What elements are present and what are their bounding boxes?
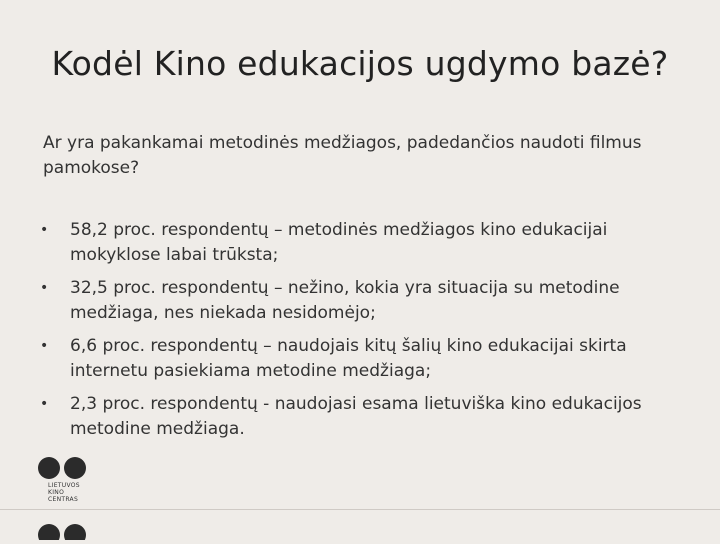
bullet-text: 6,6 proc. respondentų – naudojais kitų šalių kino edukacijai skirta internetu pasiekiama metodine medžiaga; <box>70 336 627 381</box>
logo-text <box>48 482 80 503</box>
bullet-item <box>40 276 680 326</box>
bullet-text: 58,2 proc. respondentų – metodinės medžiagos kino edukacijai mokyklose labai trūksta; <box>70 220 608 265</box>
logo-line: LIETUVOS <box>48 482 80 489</box>
bullet-item <box>40 334 680 384</box>
bullet-list <box>40 218 680 450</box>
bullet-text: 2,3 proc. respondentų - naudojasi esama lietuviška kino edukacijos metodine medžiaga. <box>70 394 642 439</box>
slide-title: Kodėl Kino edukacijos ugdymo bazė? <box>51 44 669 83</box>
logo-line: KINO <box>48 489 65 496</box>
bullet-text: 32,5 proc. respondentų – nežino, kokia yra situacija su metodine medžiaga, nes niekada nesidomėjo; <box>70 278 620 323</box>
footer-divider <box>0 509 720 510</box>
bullet-icon: • <box>40 338 49 354</box>
bullet-icon: • <box>40 222 49 238</box>
bullet-icon: • <box>40 396 49 412</box>
bullet-item <box>40 218 680 268</box>
lietuvos-kino-centras-logo <box>38 455 90 540</box>
intro-question: Ar yra pakankamai metodinės medžiagos, padedančios naudoti filmus pamokose? <box>43 133 642 178</box>
bullet-icon: • <box>40 280 49 296</box>
logo-line: CENTRAS <box>48 496 79 503</box>
bullet-item <box>40 392 680 442</box>
